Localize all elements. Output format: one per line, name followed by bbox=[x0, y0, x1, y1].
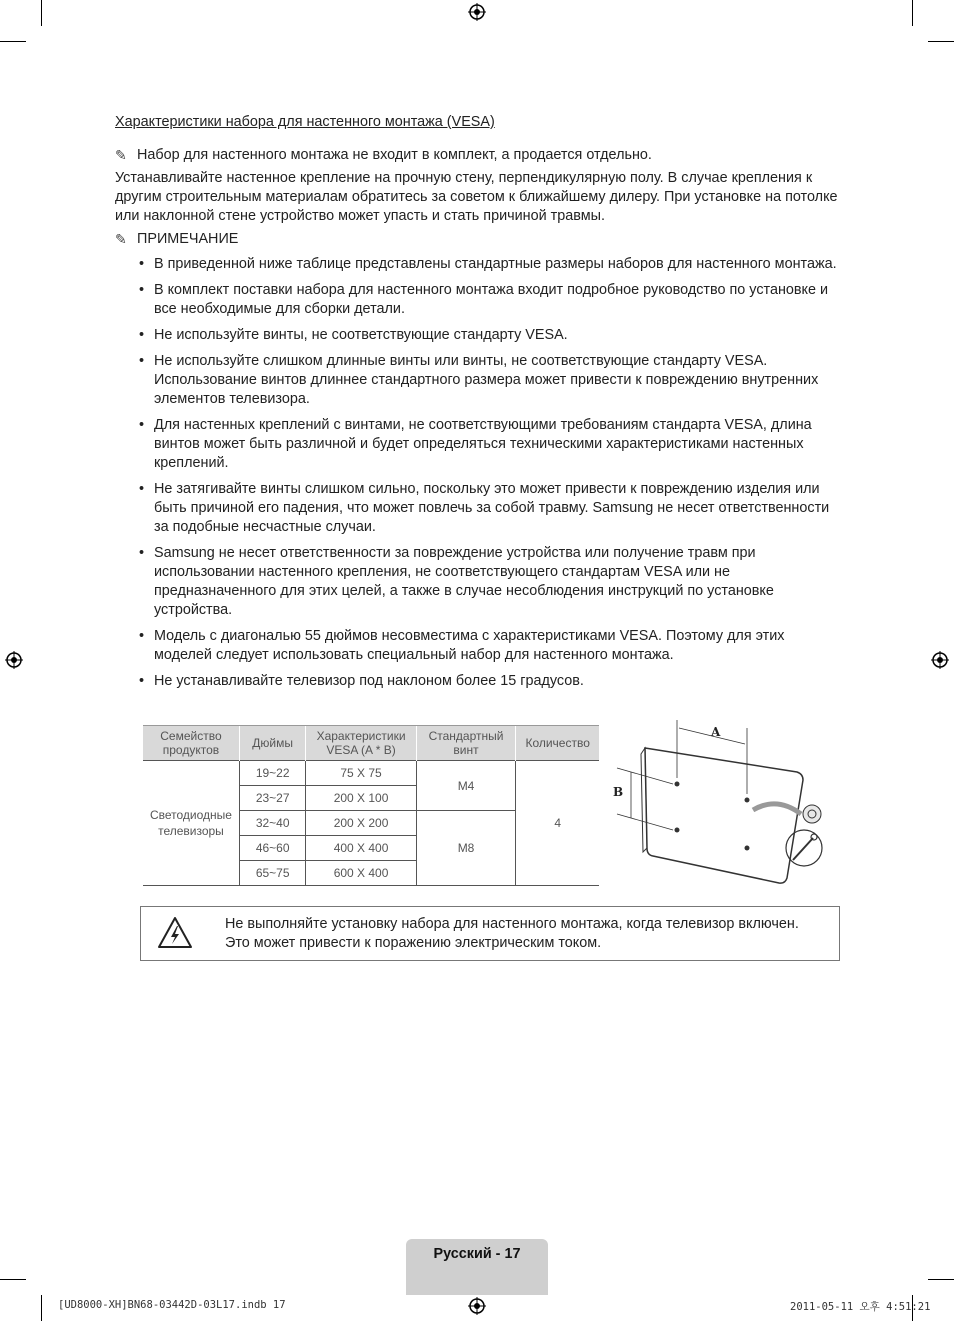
note-heading: ПРИМЕЧАНИЕ bbox=[137, 231, 239, 247]
note-bullet-list bbox=[115, 255, 839, 691]
table-row bbox=[143, 761, 599, 786]
screw-cell: M4 bbox=[416, 761, 516, 811]
vesa-table-wrapper bbox=[143, 725, 599, 886]
table-header-cell: Стандартный винт bbox=[416, 726, 516, 761]
crop-mark bbox=[928, 41, 954, 42]
warning-line: Это может привести к поражению электрическим током. bbox=[225, 935, 602, 951]
tv-back-panel bbox=[645, 748, 803, 883]
inches-cell: 32~40 bbox=[239, 811, 306, 836]
warning-text bbox=[225, 915, 799, 953]
tv-back-mount-diagram bbox=[607, 718, 847, 890]
table-header-cell: Дюймы bbox=[239, 726, 306, 761]
family-cell: Светодиодные телевизоры bbox=[143, 761, 239, 886]
dimension-b-label: B bbox=[613, 785, 624, 799]
vesa-table bbox=[143, 725, 599, 886]
list-item: • Не устанавливайте телевизор под наклоном более 15 градусов. bbox=[139, 672, 839, 691]
pencil-note-icon: ✎ bbox=[115, 147, 127, 163]
list-item: • В комплект поставки набора для настенного монтажа входит подробное руководство по установке и все необходимые для сборки детали. bbox=[139, 281, 839, 319]
quantity-cell: 4 bbox=[516, 761, 599, 886]
table-header-row bbox=[143, 726, 599, 761]
note-text: Набор для настенного монтажа не входит в комплект, а продается отдельно. bbox=[137, 147, 652, 163]
warning-line: Не выполняйте установку набора для настенного монтажа, когда телевизор включен. bbox=[225, 916, 799, 932]
vesa-cell: 200 X 100 bbox=[306, 786, 416, 811]
list-item: • Не затягивайте винты слишком сильно, поскольку это может привести к повреждению изделия или быть причиной его падения, что может повлечь за собой травму. Samsung не несет ответственности за подобные несчастные случаи. bbox=[139, 480, 839, 537]
vesa-cell: 75 X 75 bbox=[306, 761, 416, 786]
crop-mark bbox=[0, 41, 26, 42]
spacer-icon bbox=[803, 805, 821, 823]
registration-mark-icon bbox=[931, 651, 949, 669]
list-item: • Не используйте слишком длинные винты или винты, не соответствующие стандарту VESA. Использование винтов длиннее стандартного размера может привести к повреждению внутренних элементов телевизора. bbox=[139, 352, 839, 409]
crop-mark bbox=[912, 0, 913, 26]
crop-mark bbox=[0, 1279, 26, 1280]
registration-mark-icon bbox=[468, 1297, 486, 1315]
table-header-cell: Семейство продуктов bbox=[143, 726, 239, 761]
table-header-cell: Характеристики VESA (A * B) bbox=[306, 726, 416, 761]
main-content bbox=[115, 113, 839, 698]
screw-cell: M8 bbox=[416, 811, 516, 886]
intro-paragraph: Устанавливайте настенное крепление на прочную стену, перпендикулярную полу. В случае крепления к другим строительным материалам обратитесь за советом к ближайшему дилеру. При установке на потолке или наклонной стене устройство может упасть и стать причиной травмы. bbox=[115, 170, 838, 224]
print-file-info: [UD8000-XH]BN68-03442D-03L17.indb 17 bbox=[58, 1299, 286, 1311]
crop-mark bbox=[928, 1279, 954, 1280]
mount-hole bbox=[675, 828, 680, 833]
note-heading-line bbox=[115, 230, 839, 249]
crop-mark bbox=[41, 0, 42, 26]
mount-hole bbox=[745, 846, 750, 851]
arrow-icon bbox=[753, 804, 801, 814]
section-title: Характеристики набора для настенного монтажа (VESA) bbox=[115, 114, 495, 130]
electric-shock-warning-icon bbox=[157, 916, 193, 950]
page-label: Русский - 17 bbox=[433, 1246, 521, 1262]
registration-mark-icon bbox=[468, 3, 486, 21]
pencil-note-icon: ✎ bbox=[115, 231, 127, 247]
list-item: • Для настенных креплений с винтами, не соответствующими требованиям стандарта VESA, длина винтов может быть различной и будет определяться техническими характеристиками настенных креплений. bbox=[139, 416, 839, 473]
table-header-cell: Количество bbox=[516, 726, 599, 761]
warning-box bbox=[140, 906, 840, 961]
screw-head bbox=[811, 834, 817, 840]
inches-cell: 23~27 bbox=[239, 786, 306, 811]
list-item: • Модель с диагональю 55 дюймов несовместима с характеристиками VESA. Поэтому для этих моделей следует использовать специальный набор для настенного монтажа. bbox=[139, 627, 839, 665]
inches-cell: 65~75 bbox=[239, 861, 306, 886]
registration-mark-icon bbox=[5, 651, 23, 669]
list-item: • Samsung не несет ответственности за повреждение устройства или получение травм при использовании настенного крепления, не соответствующего стандартам VESA или не предназначенного для этих целей, а также в случае несоблюдения инструкций по установке устройства. bbox=[139, 544, 839, 620]
inches-cell: 19~22 bbox=[239, 761, 306, 786]
list-item: • Не используйте винты, не соответствующие стандарту VESA. bbox=[139, 326, 839, 345]
note-line bbox=[115, 146, 839, 165]
vesa-cell: 400 X 400 bbox=[306, 836, 416, 861]
vesa-cell: 600 X 400 bbox=[306, 861, 416, 886]
inches-cell: 46~60 bbox=[239, 836, 306, 861]
list-item: • В приведенной ниже таблице представлены стандартные размеры наборов для настенного монтажа. bbox=[139, 255, 839, 274]
screw-icon bbox=[793, 838, 813, 860]
dimension-a-label: A bbox=[711, 725, 721, 739]
mount-hole bbox=[675, 782, 680, 787]
vesa-cell: 200 X 200 bbox=[306, 811, 416, 836]
print-date-info: 2011-05-11 오후 4:51:21 bbox=[790, 1301, 931, 1313]
crop-mark bbox=[41, 1295, 42, 1321]
mount-hole bbox=[745, 798, 750, 803]
page-number-tab bbox=[406, 1239, 548, 1295]
dimension-line bbox=[617, 814, 673, 830]
